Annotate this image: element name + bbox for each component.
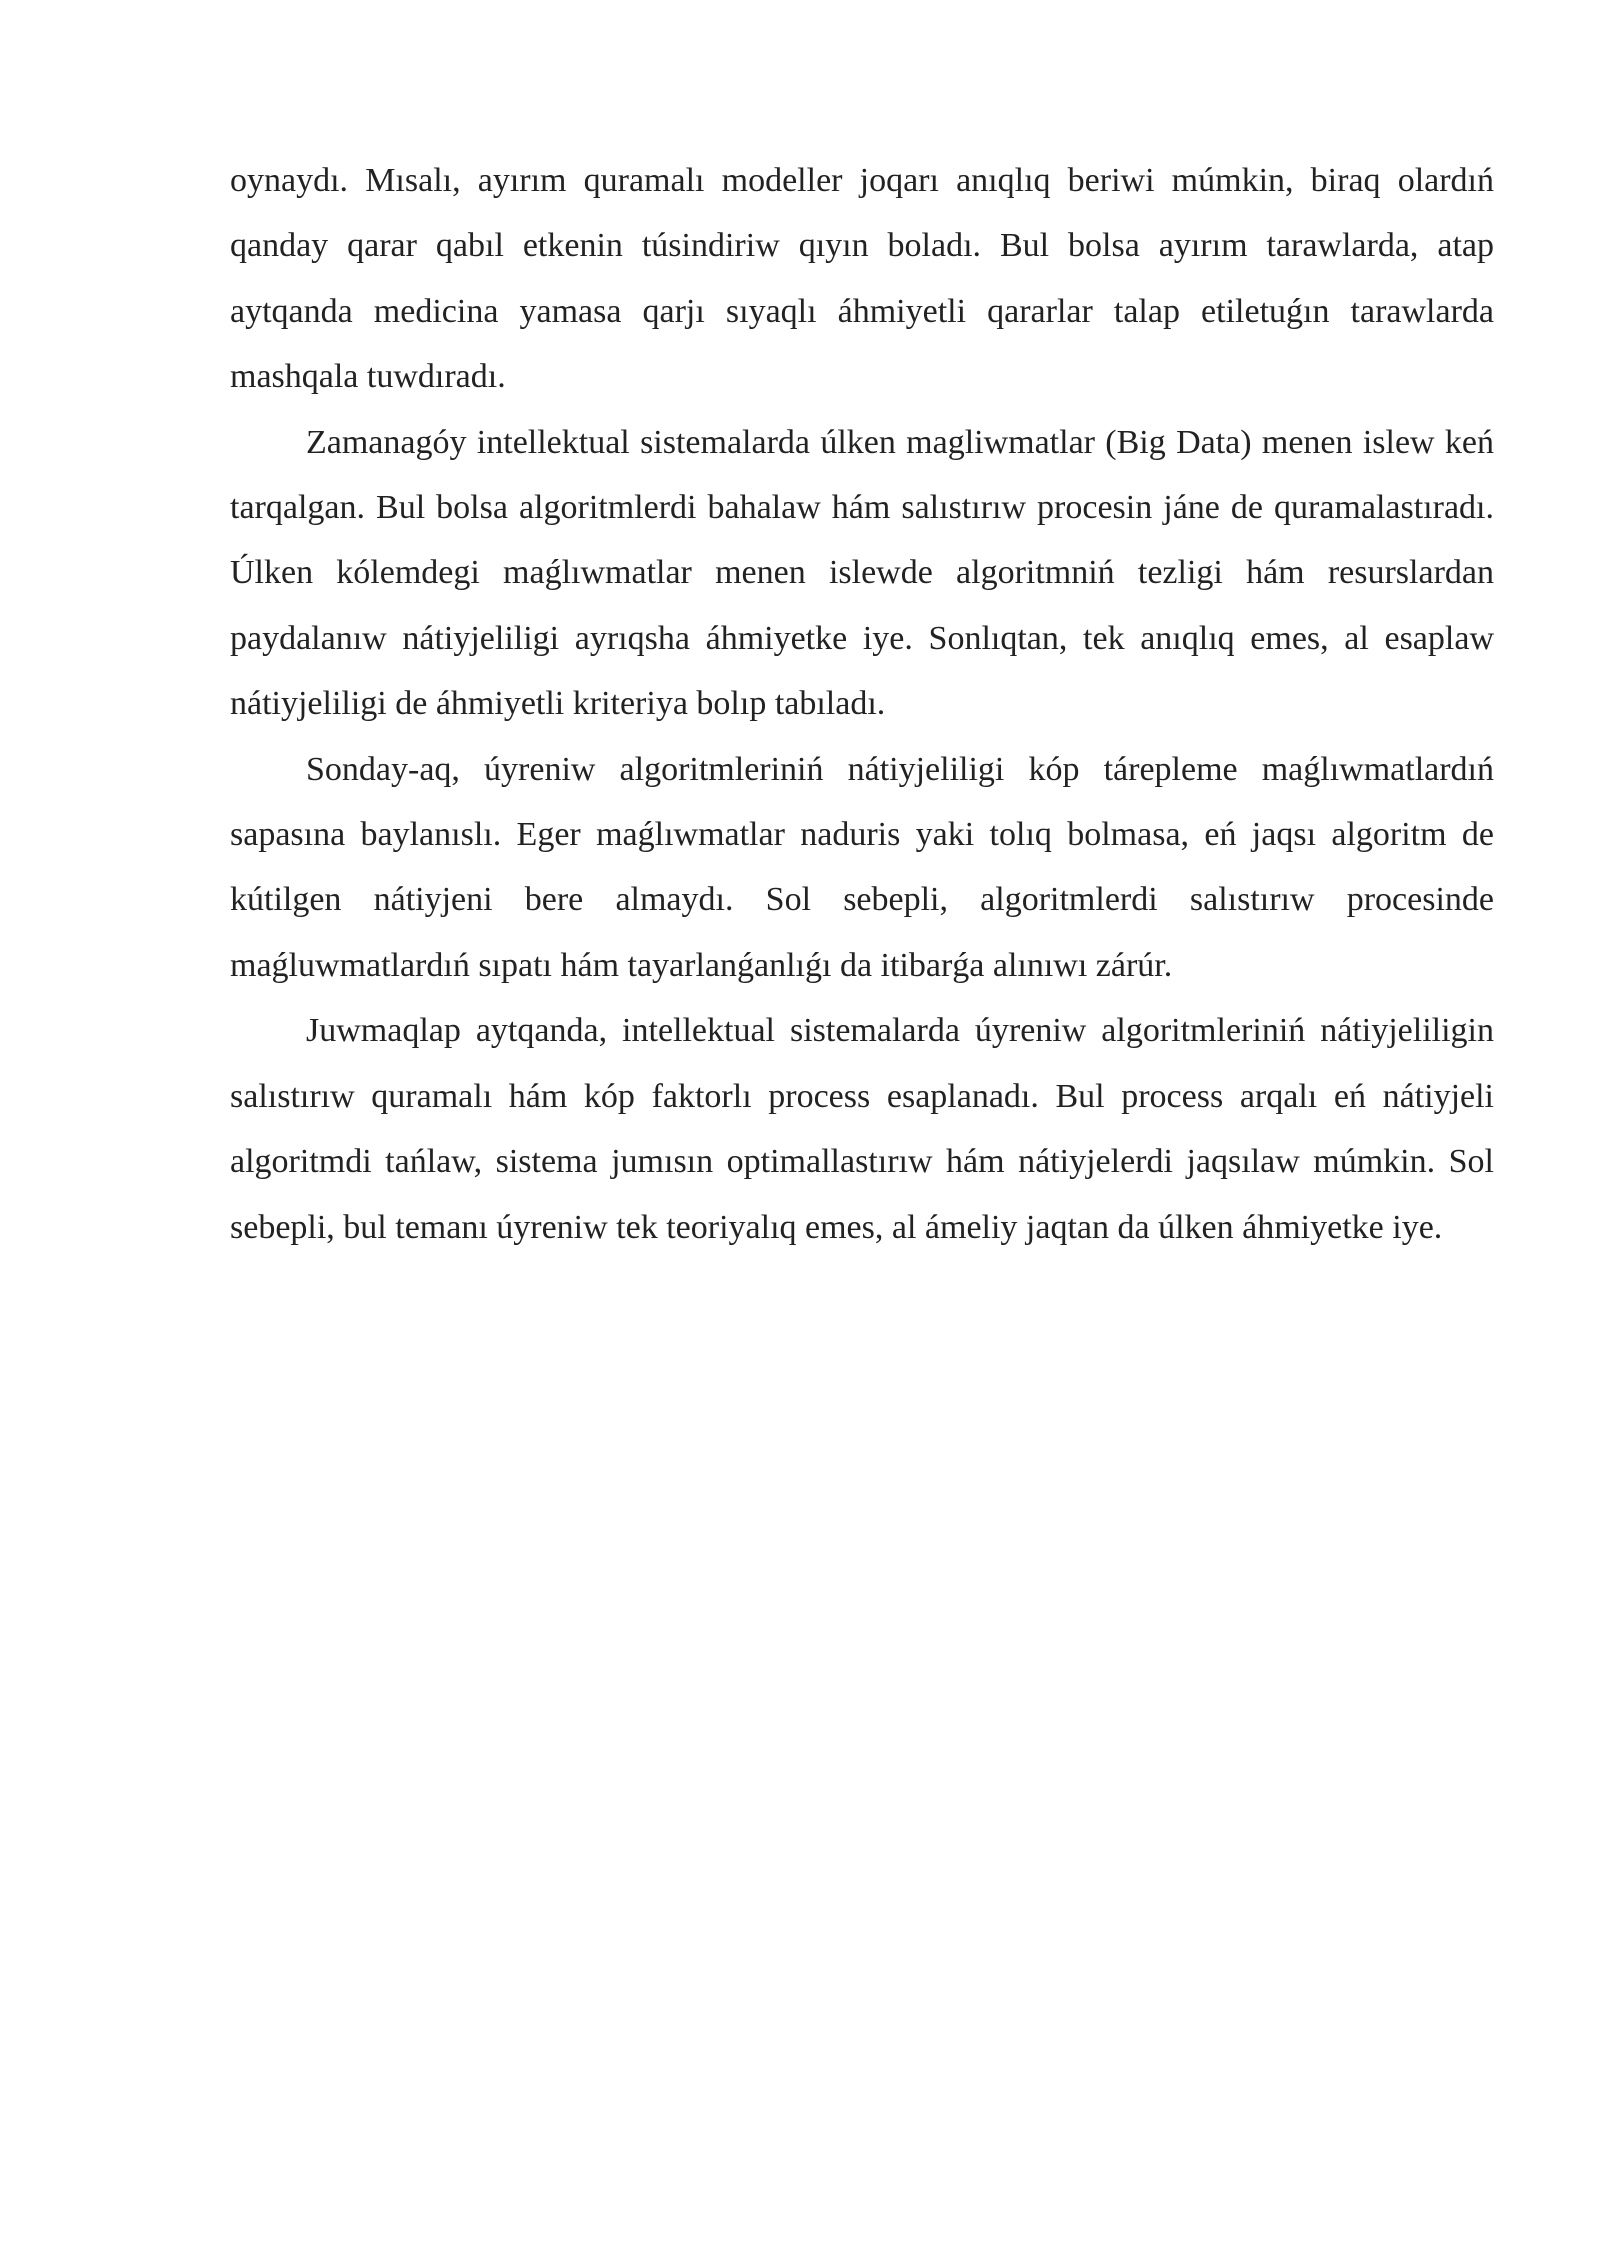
paragraph-continuation: oynaydı. Mısalı, ayırım quramalı modeller joqarı anıqlıq beriwi múmkin, biraq olardıń qanday qarar qabıl etkenin túsindiriw qıyın boladı. Bul bolsa ayırım tarawlarda, atap aytqanda medicina yamasa qarjı sıyaqlı áhmiyetli qararlar talap etiletuǵın tarawlarda mashqala tuwdıradı. <box>230 162 1494 396</box>
document-body <box>230 148 1494 1260</box>
paragraph-data-quality: Sonday-aq, úyreniw algoritmleriniń nátiyjeliligi kóp tárepleme maǵlıwmatlardıń sapasına baylanıslı. Eger maǵlıwmatlar naduris yaki tolıq bolmasa, eń jaqsı algoritm de kútilgen nátiyjeni bere almaydı. Sol sebepli, algoritmlerdi salıstırıw procesinde maǵluwmatlardıń sıpatı hám tayarlanǵanlıǵı da itibarǵa alınıwı zárúr. <box>230 750 1494 984</box>
paragraph-conclusion: Juwmaqlap aytqanda, intellektual sistemalarda úyreniw algoritmleriniń nátiyjeliligin salıstırıw quramalı hám kóp faktorlı process esaplanadı. Bul process arqalı eń nátiyjeli algoritmdi tańlaw, sistema jumısın optimallastırıw hám nátiyjelerdi jaqsılaw múmkin. Sol sebepli, bul temanı úyreniw tek teoriyalıq emes, al ámeliy jaqtan da úlken áhmiyetke iye. <box>230 1012 1494 1246</box>
paragraph-big-data: Zamanagóy intellektual sistemalarda úlken magliwmatlar (Big Data) menen islew keń tarqalgan. Bul bolsa algoritmlerdi bahalaw hám salıstırıw procesin jáne de quramalastıradı. Úlken kólemdegi maǵlıwmatlar menen islewde algoritmniń tezligi hám resurslardan paydalanıw nátiyjeliligi ayrıqsha áhmiyetke iye. Sonlıqtan, tek anıqlıq emes, al esaplaw nátiyjeliligi de áhmiyetli kriteriya bolıp tabıladı. <box>230 423 1494 723</box>
